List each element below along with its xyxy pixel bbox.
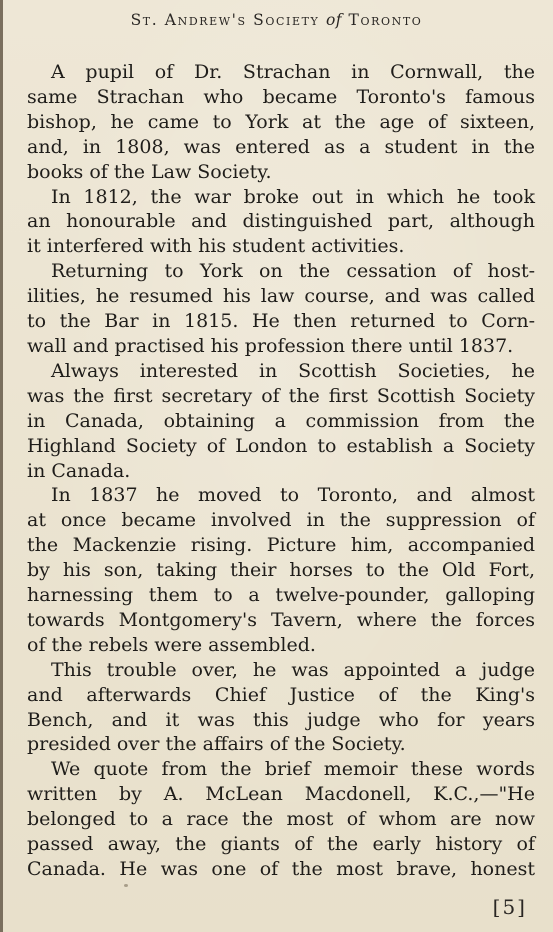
ink-fleck (124, 884, 128, 887)
text-line: harnessing them to a twelve-pounder, galloping (27, 584, 535, 607)
running-header (0, 11, 553, 29)
text-line: bishop, he came to York at the age of sixteen, (27, 110, 535, 133)
text-line: was the first secretary of the first Scottish Society (27, 384, 535, 407)
paragraph (27, 658, 535, 758)
page-number: [5] (492, 895, 527, 919)
text-line: by his son, taking their horses to the Old Fort, (27, 559, 535, 582)
text-line: We quote from the brief memoir these words (51, 758, 535, 781)
text-line: wall and practised his profession there until 1837. (27, 334, 514, 357)
header-title-of: of (325, 11, 343, 29)
text-line: In 1837 he moved to Toronto, and almost (51, 484, 535, 507)
header-title-pre: St. Andrew's Society (130, 11, 326, 29)
text-line: Returning to York on the cessation of host- (51, 260, 535, 283)
text-line: belonged to a race the most of whom are now (27, 808, 535, 831)
text-line: of the rebels were assembled. (27, 633, 316, 656)
text-line: at once became involved in the suppression of (27, 509, 535, 532)
text-line: Always interested in Scottish Societies, he (51, 359, 535, 382)
text-line: books of the Law Society. (27, 160, 272, 183)
text-line: This trouble over, he was appointed a judge (51, 658, 535, 681)
text-line: A pupil of Dr. Strachan in Cornwall, the (51, 61, 535, 83)
text-line: written by A. McLean Macdonell, K.C.,—"He (27, 783, 535, 806)
header-title-post: Toronto (342, 11, 423, 29)
text-line: the Mackenzie rising. Picture him, accompanied (27, 534, 535, 557)
body-text (27, 60, 535, 882)
paragraph (27, 259, 535, 359)
text-line: to the Bar in 1815. He then returned to Corn- (27, 310, 535, 333)
paragraph (27, 757, 535, 882)
text-line: passed away, the giants of the early history of (27, 833, 535, 856)
text-line: it interfered with his student activities. (27, 235, 405, 258)
text-line: in Canada, obtaining a commission from the (27, 409, 535, 432)
text-line: and afterwards Chief Justice of the King's (27, 683, 535, 706)
text-line: an honourable and distinguished part, although (27, 210, 535, 233)
text-line: Highland Society of London to establish a Society (27, 434, 535, 457)
paragraph (27, 359, 535, 484)
text-line: Bench, and it was this judge who for years (27, 708, 535, 731)
text-line: same Strachan who became Toronto's famous (27, 85, 535, 108)
text-line: in Canada. (27, 459, 131, 482)
text-line: In 1812, the war broke out in which he took (51, 185, 535, 208)
paragraph (27, 483, 535, 657)
page-edge (0, 0, 3, 932)
paragraph (27, 185, 535, 260)
text-line: and, in 1808, was entered as a student in the (27, 135, 535, 158)
text-line: Canada. He was one of the most brave, honest (27, 858, 535, 880)
paragraph (27, 60, 535, 185)
text-line: towards Montgomery's Tavern, where the forces (27, 608, 535, 631)
text-line: presided over the affairs of the Society. (27, 733, 406, 756)
text-line: ilities, he resumed his law course, and was called (27, 285, 535, 308)
